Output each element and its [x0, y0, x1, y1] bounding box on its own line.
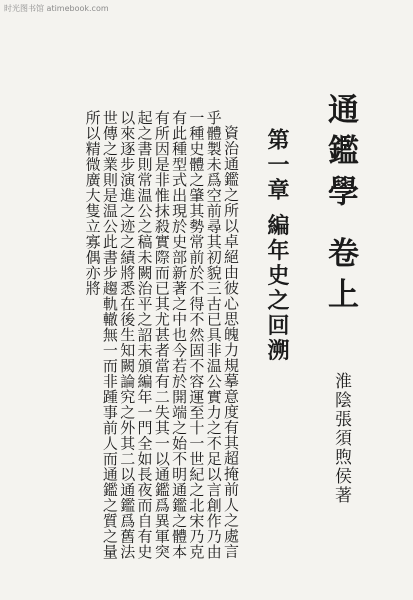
book-title: 通鑑學 卷上 — [322, 93, 358, 319]
site-watermark: 时光图书馆 atimebook.com — [4, 4, 109, 13]
chapter-title: 第一章 編年史之回溯 — [264, 128, 290, 364]
body-text — [83, 110, 239, 570]
paragraph: 資治通鑑之所以卓絕由彼心思魄力規摹意度有其超掩前人之處言乎體製未爲空前尋其初貌三古已具非温公實力之不足以言創作乃由一種史體之肇其勢常前於不得不然固不容運至十一世紀之北宋乃克有此種型式出現於史部新著之中也今若於開端之始不明通鑑之體本有所因是非惟抹殺實際而已其尤甚者當有二失其一以通鑑爲異軍突起之書則常温公之稿未闕治平之詔未頒編年一門全如長夜而自有史以來逐步演進之迹之績將悉在後生知闕論究之外其二以通鑑爲舊法世傳之業則是温公此書步趨軌轍無一而非踵事前人而通鑑之質之量所以精微廣大隻立寡偶亦將 — [83, 110, 240, 560]
author-line: 淮陰張須煦侯著 — [331, 372, 351, 505]
